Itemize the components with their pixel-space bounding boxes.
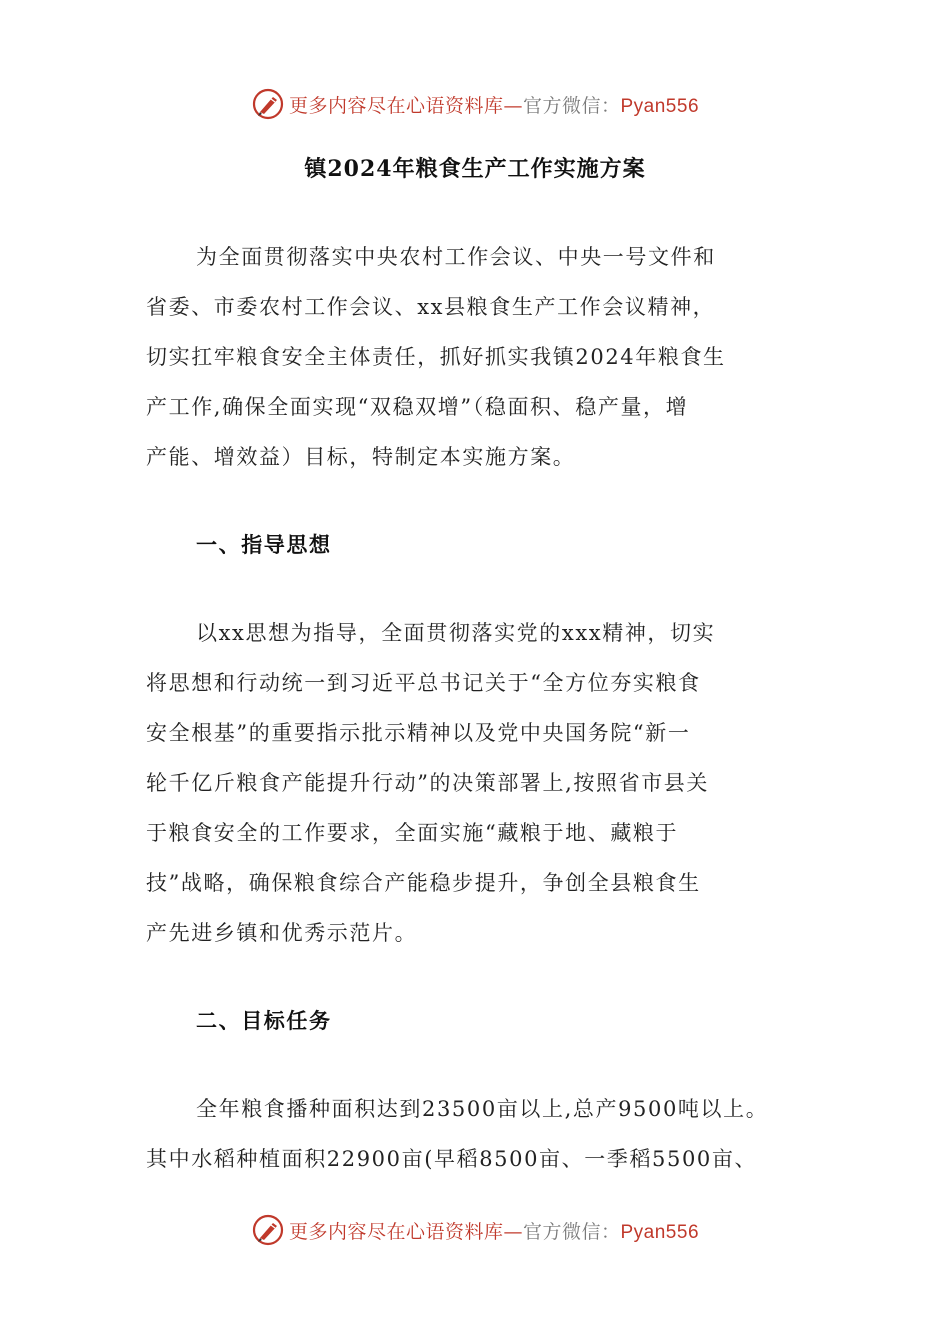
section1-paragraph — [146, 608, 826, 958]
watermark-wechat-label: 官方微信： — [522, 94, 621, 117]
watermark-wechat-id: Pyan556 — [620, 95, 700, 117]
text-line: 产先进乡镇和优秀示范片。 — [146, 921, 418, 945]
text-line: 其中水稻种植面积22900亩(早稻8500亩、一季稻5500亩、 — [146, 1147, 758, 1171]
watermark-dash: — — [503, 94, 523, 117]
spacer — [146, 1046, 826, 1084]
text-line: 于粮食安全的工作要求，全面实施“藏粮于地、藏粮于 — [146, 821, 679, 845]
section2-paragraph — [146, 1084, 826, 1184]
watermark-site-name: 更多内容尽在心语资料库 — [288, 1220, 504, 1243]
text-line: 将思想和行动统一到习近平总书记关于“全方位夯实粮食 — [146, 671, 701, 695]
text-line: 技”战略，确保粮食综合产能稳步提升，争创全县粮食生 — [146, 871, 701, 895]
watermark-wechat-id: Pyan556 — [620, 1221, 700, 1243]
watermark-site-name: 更多内容尽在心语资料库 — [288, 94, 504, 117]
watermark-dash: — — [503, 1220, 523, 1243]
section-heading-guiding-ideology: 一、指导思想 — [196, 532, 332, 557]
text-line: 全年粮食播种面积达到23500亩以上,总产9500吨以上。 — [196, 1097, 769, 1121]
watermark-wechat-label: 官方微信： — [522, 1220, 621, 1243]
section-heading-target-tasks: 二、目标任务 — [196, 1008, 332, 1033]
document-title: 镇2024年粮食生产工作实施方案 — [304, 156, 646, 182]
text-line: 产工作,确保全面实现“双稳双增”（稳面积、稳产量，增 — [146, 395, 689, 419]
spacer — [146, 482, 826, 520]
text-line: 产能、增效益）目标，特制定本实施方案。 — [146, 445, 576, 469]
watermark-banner-top — [0, 84, 950, 124]
watermark-text — [289, 1217, 699, 1244]
intro-paragraph — [146, 232, 826, 482]
text-line: 安全根基”的重要指示批示精神以及党中央国务院“新一 — [146, 721, 691, 745]
pen-logo-icon — [251, 87, 285, 121]
text-line: 以xx思想为指导，全面贯彻落实党的xxx精神，切实 — [196, 621, 716, 645]
text-line: 省委、市委农村工作会议、xx县粮食生产工作会议精神， — [146, 295, 716, 319]
text-line: 为全面贯彻落实中央农村工作会议、中央一号文件和 — [196, 245, 716, 269]
pen-logo-icon — [251, 1213, 285, 1247]
watermark-text — [289, 91, 699, 118]
spacer — [146, 570, 826, 608]
document-body — [146, 232, 826, 1184]
spacer — [146, 958, 826, 996]
text-line: 轮千亿斤粮食产能提升行动”的决策部署上,按照省市县关 — [146, 771, 710, 795]
text-line: 切实扛牢粮食安全主体责任，抓好抓实我镇2024年粮食生 — [146, 345, 726, 369]
watermark-banner-bottom — [0, 1210, 950, 1250]
